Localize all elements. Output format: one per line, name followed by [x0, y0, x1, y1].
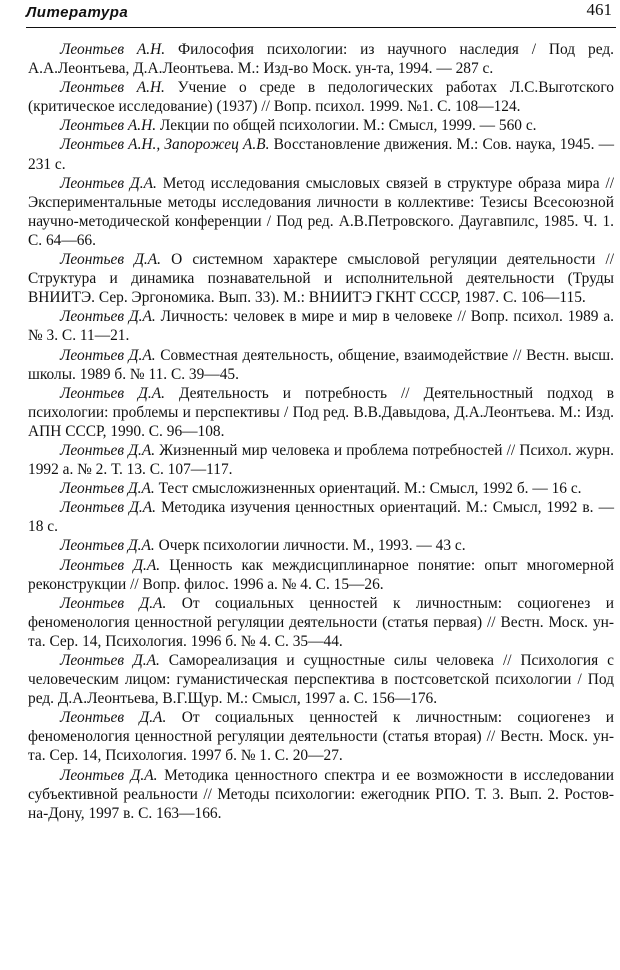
header-rule — [26, 27, 616, 28]
entry-text: Методика ценностного спектра и ее возможности в исследовании субъективной реальности // Методы психологии: ежегодник РПО. Т. 3. Вып. 2. Ростов-на-Дону, 1997 в. С. 163—166. — [28, 766, 614, 822]
entry-author: Леонтьев А.Н. — [60, 41, 166, 58]
entry-text: От социальных ценностей к личностным: социогенез и феноменология ценностной регуляции деятельности (статья первая) // Вестн. Моск. ун-та. Сер. 14, Психология. 1996 б. № 4. С. 35—44. — [28, 594, 614, 650]
entry-author: Леонтьев Д.А. — [60, 766, 158, 784]
bibliography-entry — [28, 536, 614, 555]
bibliography-entry — [28, 651, 614, 708]
entry-text: Ценность как междисциплинарное понятие: опыт многомерной реконструкции // Вопр. филос. 1996 а. № 4. С. 15—26. — [28, 556, 615, 593]
bibliography-entry — [28, 250, 614, 307]
entry-author: Леонтьев Д.А. — [60, 251, 162, 269]
entry-text: О системном характере смысловой регуляции деятельности // Структура и динамика познавательной и исполнительной деятельности (Труды ВНИИТЭ. Сер. Эргономика. Вып. 33). М.: ВНИИТЭ ГКНТ СССР, 1987. С. 106—115. — [28, 251, 614, 307]
entry-text: Тест смысложизненных ориентаций. М.: Смысл, 1992 б. — 16 с. — [154, 480, 582, 498]
entry-author: Леонтьев Д.А. — [60, 709, 167, 727]
entry-text: От социальных ценностей к личностным: социогенез и феноменология ценностной регуляции деятельности (статья вторая) // Вестн. Моск. ун-та. Сер. 14, Психология. 1997 б. № 1. С. 20—27. — [28, 709, 614, 765]
bibliography-entry — [28, 594, 614, 651]
bibliography-entry — [28, 479, 614, 498]
entry-text: Методика изучения ценностных ориентаций. М.: Смысл, 1992 в. — 18 с. — [28, 499, 614, 536]
bibliography-entry — [28, 174, 614, 250]
entry-author: Леонтьев Д.А. — [60, 499, 156, 517]
entry-text: Совместная деятельность, общение, взаимодействие // Вестн. высш. школы. 1989 б. № 11. С. 39—45. — [28, 346, 615, 383]
entry-author: Леонтьев Д.А. — [60, 174, 157, 192]
entry-text: Самореализация и сущностные силы человека // Психология с человеческим лицом: гуманистическая перспектива в постсоветской психологии / Под ред. Д.А.Леонтьева, В.Г.Щур. М.: Смысл, 1997 а. С. 156—176. — [28, 652, 615, 708]
entry-text: Восстановление движения. М.: Сов. наука, 1945. — 231 с. — [28, 136, 614, 173]
entry-text: Философия психологии: из научного наследия / Под ред. А.А.Леонтьева, Д.А.Леонтьева. М.: Изд-во Моск. ун-та, 1994. — 287 с. — [28, 41, 614, 78]
section-title: Литература — [26, 4, 129, 21]
entry-author: Леонтьев Д.А. — [60, 384, 165, 402]
bibliography-entry — [28, 116, 614, 135]
bibliography-entry — [28, 766, 614, 823]
entry-text: Деятельность и потребность // Деятельностный подход в психологии: проблемы и перспективы / Под ред. В.В.Давыдова, Д.А.Леонтьева. М.: Изд. АПН СССР, 1990. С. 96—108. — [28, 384, 615, 440]
entry-author: Леонтьев А.Н. — [60, 79, 165, 97]
bibliography-entry — [28, 135, 614, 173]
bibliography-entry — [28, 384, 614, 441]
entry-author: Леонтьев А.Н., Запорожец А.В. — [60, 136, 270, 154]
bibliography-entry — [28, 40, 614, 78]
bibliography-entry — [28, 307, 614, 345]
entry-author: Леонтьев Д.А. — [60, 308, 156, 326]
entry-author: Леонтьев Д.А. — [60, 480, 155, 498]
entry-text: Учение о среде в педологических работах Л.С.Выготского (критическое исследование) (1937) // Вопр. психол. 1999. №1. С. 108—124. — [28, 79, 614, 116]
bibliography-entry — [28, 708, 614, 765]
bibliography-entry — [28, 498, 614, 536]
page-number: 461 — [586, 0, 612, 19]
bibliography-entry — [28, 441, 614, 479]
entry-author: Леонтьев А.Н. — [60, 117, 157, 135]
entry-text: Жизненный мир человека и проблема потребностей // Психол. журн. 1992 а. № 2. Т. 13. С. 107—117. — [28, 441, 614, 479]
entry-text: Личность: человек в мире и мир в человеке // Вопр. психол. 1989 а. № 3. С. 11—21. — [28, 308, 614, 345]
bibliography-entry — [28, 346, 614, 384]
entry-text: Метод исследования смысловых связей в структуре образа мира // Экспериментальные методы исследования личности в коллективе: Тезисы Всесоюзной научно-методической конференции / Под ред. А.В.Петровского. Даугавпилс, 1985. Ч. 1. С. 64—66. — [28, 174, 614, 249]
entry-author: Леонтьев Д.А. — [60, 441, 156, 459]
entry-author: Леонтьев Д.А. — [60, 594, 167, 612]
entry-text: Лекции по общей психологии. М.: Смысл, 1999. — 560 с. — [156, 117, 537, 135]
bibliography-list — [28, 40, 614, 823]
running-header — [26, 0, 616, 28]
bibliography-entry — [28, 556, 614, 594]
entry-author: Леонтьев Д.А. — [60, 346, 156, 364]
entry-text: Очерк психологии личности. М., 1993. — 43 с. — [154, 537, 466, 555]
entry-author: Леонтьев Д.А. — [60, 537, 155, 555]
entry-author: Леонтьев Д.А. — [60, 652, 160, 669]
bibliography-entry — [28, 78, 614, 116]
entry-author: Леонтьев Д.А. — [60, 556, 161, 574]
